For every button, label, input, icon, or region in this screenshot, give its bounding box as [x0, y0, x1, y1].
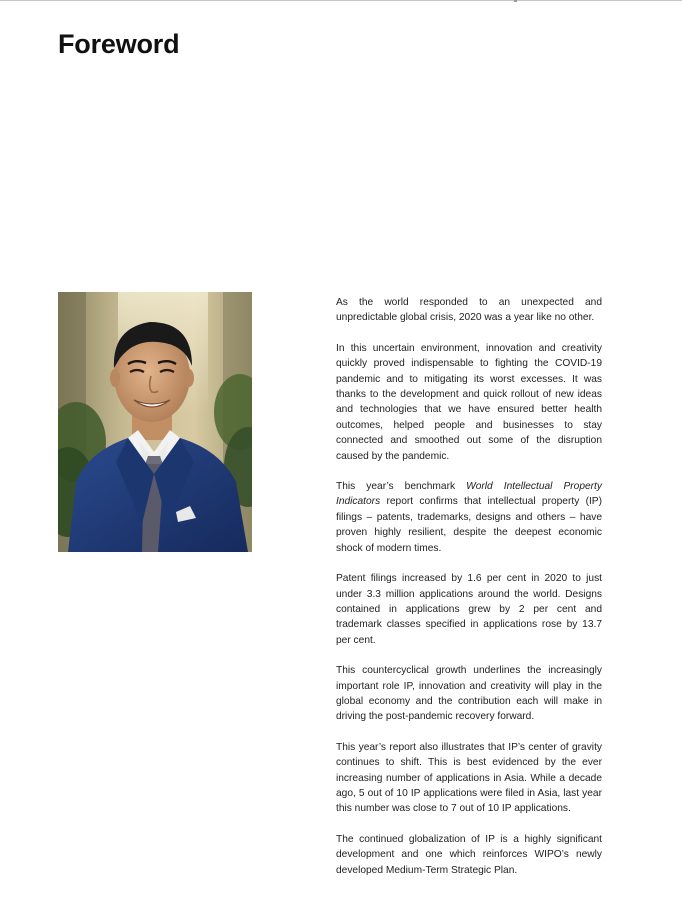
paragraph-6: This year’s report also illustrates that IP’s center of gravity continues to shift. This is best evidenced by the ever increasing number of applications in Asia. While a decade ago, 5 out of 10 IP applications were filed in Asia, last year this number was close to 7 out of 10 IP applications.	[336, 741, 602, 815]
paragraph-4: Patent filings increased by 1.6 per cent in 2020 to just under 3.3 million applications around the world. Designs contained in applications grew by 2 per cent and trademark classes specified in applications rose by 13.7 per cent.	[336, 573, 602, 646]
top-mark	[514, 0, 517, 2]
report-title: World Intellectual Property Indicators	[336, 481, 602, 508]
page-title: Foreword	[58, 29, 180, 59]
paragraph-1: As the world responded to an unexpected and unpredictable global crisis, 2020 was a year like no other.	[336, 297, 602, 324]
paragraph-3	[336, 479, 602, 556]
paragraph-3-rest: report confirms that intellectual property (IP) filings – patents, trademarks, designs and others – have proven highly resilient, despite the deepest economic shock of modern times.	[336, 496, 602, 554]
portrait-illustration-icon	[58, 292, 252, 552]
paragraph-7: The continued globalization of IP is a highly significant development and one which reinforces WIPO’s newly developed Medium-Term Strategic Plan.	[336, 833, 602, 876]
paragraph-3-intro: This year’s benchmark	[336, 481, 467, 493]
foreword-body	[336, 295, 602, 893]
paragraph-2: In this uncertain environment, innovation and creativity quickly proved indispensable to fighting the COVID-19 pandemic and to mitigating its worst excesses. It was thanks to the development and quick rollout of new ideas and technologies that we have ensured better health outcomes, helped people and businesses to stay connected and smoothed out some of the disruption caused by the pandemic.	[336, 342, 602, 462]
portrait-photo	[58, 292, 252, 552]
top-rule	[0, 0, 682, 1]
paragraph-5: This countercyclical growth underlines the increasingly important role IP, innovation and creativity will play in the global economy and the contribution each will make in driving the post-pandemic recovery forward.	[336, 665, 602, 723]
